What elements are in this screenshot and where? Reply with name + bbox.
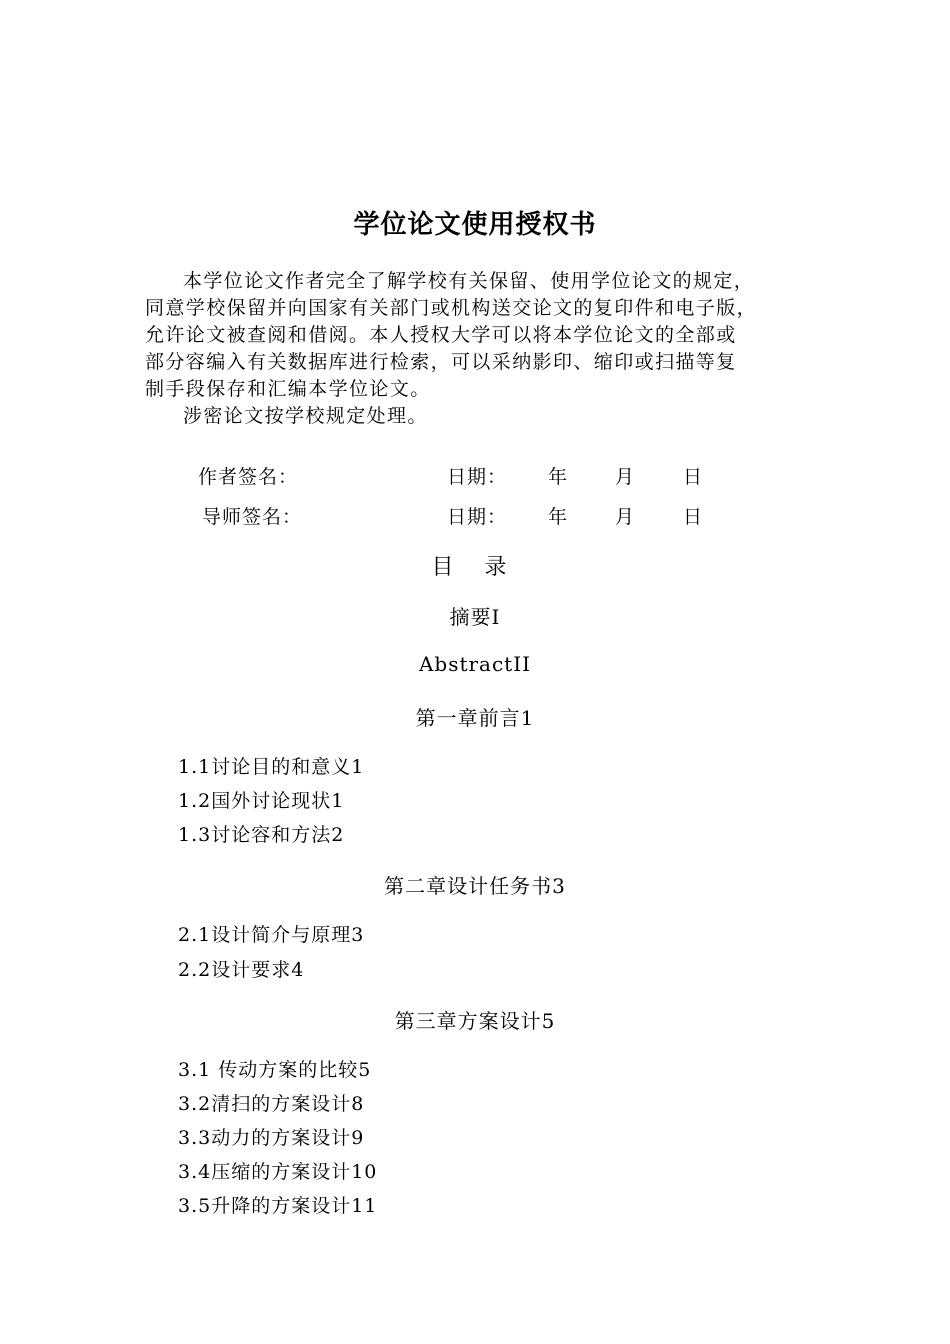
advisor-signature-label: 导师签名： (202, 506, 303, 528)
toc-entry-chapter-3: 第三章方案设计5 (394, 1009, 556, 1033)
advisor-year-label: 年 (548, 506, 569, 528)
advisor-month-label: 月 (615, 506, 636, 528)
paragraph-line: 本学位论文作者完全了解学校有关保留、使用学位论文的规定， (183, 270, 755, 292)
paragraph-line: 部分容编入有关数据库进行检索，可以采纳影印、缩印或扫描等复 (145, 351, 737, 373)
author-month-label: 月 (615, 466, 636, 488)
toc-entry-section: 1.2国外讨论现状1 (178, 790, 345, 812)
toc-entry-section: 1.3讨论容和方法2 (178, 824, 345, 846)
toc-entry-section: 3.4压缩的方案设计10 (178, 1161, 378, 1183)
secret-note: 涉密论文按学校规定处理。 (183, 405, 428, 427)
toc-entry-section: 2.1设计简介与原理3 (178, 924, 365, 946)
toc-entry-section: 3.1 传动方案的比较5 (178, 1059, 372, 1081)
toc-entry-section: 1.1讨论目的和意义1 (178, 756, 365, 778)
toc-heading: 目 录 (431, 555, 519, 580)
paragraph-line: 允许论文被查阅和借阅。本人授权大学可以将本学位论文的全部或 (145, 324, 737, 346)
toc-entry-abstract-cn: 摘要I (449, 605, 501, 629)
toc-entry-section: 3.2清扫的方案设计8 (178, 1093, 365, 1115)
toc-entry-chapter-1: 第一章前言1 (415, 706, 535, 730)
toc-entry-section: 3.5升降的方案设计11 (178, 1195, 378, 1217)
author-year-label: 年 (548, 466, 569, 488)
toc-entry-section: 2.2设计要求4 (178, 959, 305, 981)
authorization-paragraph (145, 268, 815, 430)
author-signature-label: 作者签名： (198, 466, 299, 488)
toc-entry-chapter-2: 第二章设计任务书3 (384, 874, 566, 898)
author-date-label: 日期： (447, 466, 508, 488)
page-title: 学位论文使用授权书 (353, 210, 597, 240)
paragraph-line: 制手段保存和汇编本学位论文。 (145, 378, 431, 400)
paragraph-line: 同意学校保留并向国家有关部门或机构送交论文的复印件和电子版， (145, 297, 758, 319)
toc-entry-section: 3.3动力的方案设计9 (178, 1127, 365, 1149)
author-day-label: 日 (683, 466, 704, 488)
advisor-day-label: 日 (683, 506, 704, 528)
advisor-date-label: 日期： (447, 506, 508, 528)
toc-entry-abstract-en: AbstractII (418, 652, 532, 676)
